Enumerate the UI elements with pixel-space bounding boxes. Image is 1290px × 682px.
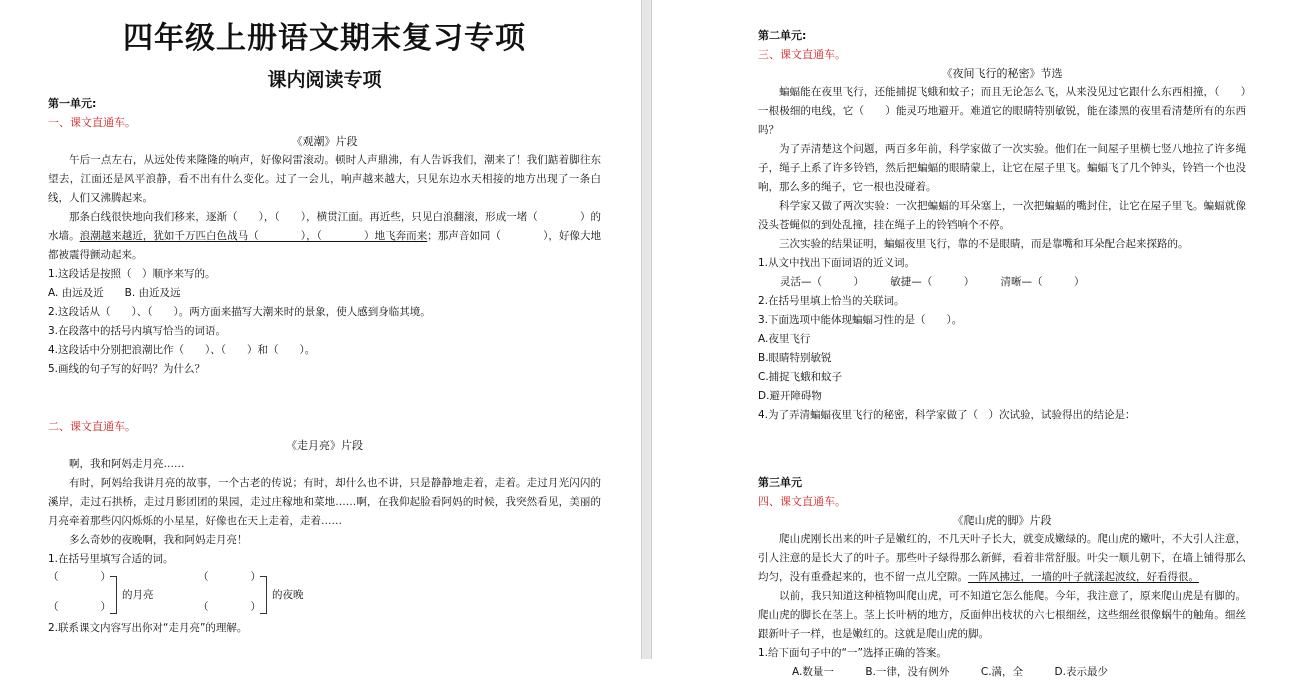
passage-paragraph: 啊，我和阿妈走月亮……: [69, 458, 185, 470]
question-options: A. 由远及近 B. 由近及远: [48, 287, 181, 299]
section-heading-2: 二、课文直通车。: [48, 420, 136, 433]
question: 3.下面选项中能体现蝙蝠习性的是（ ）。: [758, 314, 963, 326]
option: C.捕捉飞蛾和蚊子: [758, 371, 843, 383]
question: 5.画线的句子写的好吗？为什么？: [48, 363, 206, 375]
underlined-sentence: 一阵风拂过，一墙的叶子就漾起波纹，好看得很。: [968, 571, 1199, 583]
question: 2.联系课文内容写出你对“走月亮”的理解。: [48, 622, 248, 634]
brace-label: 的夜晚: [272, 589, 304, 601]
passage-paragraph: [758, 530, 1246, 587]
brace-icon: [260, 576, 267, 614]
paragraph-text: 那条白线很快地向我们移来，逐渐（ ），（ ），横贯江面。再近些，只见白浪翻滚，形成一堵（ ）的水墙。: [48, 211, 601, 242]
blank: （ ）: [48, 601, 111, 613]
passage-paragraph: 三次实验的结果证明，蝙蝠夜里飞行，靠的不是眼睛，而是靠嘴和耳朵配合起来探路的。: [779, 238, 1189, 250]
passage-paragraph: 有时，阿妈给我讲月亮的故事，一个古老的传说；有时，却什么也不讲，只是静静地走着，走着。走过月光闪闪的溪岸，走过石拱桥，走过月影团团的果园，走过庄稼地和菜地……啊，在我仰起脸看阿妈的时候，我突然看见，美丽的月亮牵着那些闪闪烁烁的小星星，好像也在天上走着，走着……: [48, 477, 601, 527]
blank: （ ）: [198, 601, 261, 613]
passage-title-zouyueliang: 《走月亮》片段: [286, 439, 363, 452]
option: A.夜里飞行: [758, 333, 811, 345]
question: 1.从文中找出下面词语的近义词。: [758, 257, 916, 269]
question: 2.在括号里填上恰当的关联词。: [758, 295, 905, 307]
question: 3.在段落中的括号内填写恰当的词语。: [48, 325, 227, 337]
document-title: 四年级上册语文期末复习专项: [123, 21, 526, 56]
unit-heading-1: 第一单元:: [48, 97, 97, 110]
passage-paragraph: 为了弄清楚这个问题，两百多年前，科学家做了一次实验。他们在一间屋子里横七竖八地拉了许多绳子，绳子上系了许多铃铛，然后把蝙蝠的眼睛蒙上，让它在屋子里飞。蝙蝠飞了几个钟头，铃铛一个也没响，那么多的绳子，它一根也没碰着。: [758, 143, 1246, 193]
question: 4.为了弄清蝙蝠夜里飞行的秘密，科学家做了（ ）次试验，试验得出的结论是：: [758, 409, 1136, 421]
passage-paragraph: 以前，我只知道这种植物叫爬山虎，可不知道它怎么能爬。今年，我注意了，原来爬山虎是有脚的。爬山虎的脚长在茎上。茎上长叶柄的地方，反面伸出枝状的六七根细丝，这些细丝很像蜗牛的触角。细丝跟新叶子一样，也是嫩红的。这就是爬山虎的脚。: [758, 590, 1246, 640]
passage-title-pashanhu: 《爬山虎的脚》片段: [952, 514, 1052, 527]
underlined-sentence: 浪潮越来越近，犹如千万匹白色战马（ ），（ ）地飞奔而来: [79, 230, 428, 242]
question: 2.这段话从（ ）、（ ）。两方面来描写大潮来时的景象，使人感到身临其境。: [48, 306, 431, 318]
unit-heading-3: 第三单元: [758, 476, 802, 489]
brace-icon: [110, 576, 117, 614]
section-heading-4: 四、课文直通车。: [758, 495, 846, 508]
document-subtitle: 课内阅读专项: [267, 69, 382, 91]
passage-paragraph: 蝙蝠能在夜里飞行，还能捕捉飞蛾和蚊子；而且无论怎么飞，从来没见过它跟什么东西相撞，（ ）一根极细的电线，它（ ）能灵巧地避开。难道它的眼睛特别敏锐，能在漆黑的夜里看清楚所有的东西吗？: [758, 86, 1246, 136]
question: 1.这段话是按照（ ）顺序来写的。: [48, 268, 216, 280]
option: D.避开障碍物: [758, 390, 822, 402]
page-right: [652, 0, 1290, 678]
section-heading-1: 一、课文直通车。: [48, 116, 136, 129]
question-options: A.数量一 B.一律，没有例外 C.满，全 D.表示最少: [792, 666, 1108, 678]
blank: （ ）: [198, 571, 261, 583]
page-separator: [641, 0, 652, 659]
unit-heading-2: 第二单元:: [758, 29, 807, 42]
passage-paragraph: 午后一点左右，从远处传来隆隆的响声，好像闷雷滚动。顿时人声鼎沸，有人告诉我们，潮来了！我们踮着脚往东望去，江面还是风平浪静，看不出有什么变化。过了一会儿，响声越来越大，只见东边水天相接的地方出现了一条白线，人们又沸腾起来。: [48, 154, 601, 204]
passage-title-yejian: 《夜间飞行的秘密》节选: [941, 67, 1063, 80]
passage-paragraph: 多么奇妙的夜晚啊，我和阿妈走月亮！: [69, 534, 248, 546]
question: 1.在括号里填写合适的词。: [48, 553, 174, 565]
passage-title-guanchao: 《观潮》片段: [291, 135, 358, 148]
option: B.眼睛特别敏锐: [758, 352, 832, 364]
brace-label: 的月亮: [122, 589, 154, 601]
section-heading-3: 三、课文直通车。: [758, 48, 846, 61]
question: 1.给下面句子中的“一”选择正确的答案。: [758, 647, 947, 659]
paragraph-text: 爬山虎刚长出来的叶子是嫩红的，不几天叶子长大，就变成嫩绿的。爬山虎的嫩叶，不大引人注意，引人注意的是长大了的叶子。那些叶子绿得那么新鲜，看着非常舒服。叶尖一顺儿朝下，在墙上铺得那么均匀，没有重叠起来的，也不留一点儿空隙。: [758, 533, 1246, 583]
fill-in-brace-group: [48, 569, 601, 619]
blank: （ ）: [48, 571, 111, 583]
passage-paragraph: [48, 208, 601, 265]
synonym-blanks: 灵活—（ ） 敏捷—（ ） 清晰—（ ）: [780, 276, 1085, 288]
question: 4.这段话中分别把浪潮比作（ ）、（ ）和（ ）。: [48, 344, 316, 356]
passage-paragraph: 科学家又做了两次实验：一次把蝙蝠的耳朵塞上，一次把蝙蝠的嘴封住，让它在屋子里飞。蝙蝠就像没头苍蝇似的到处乱撞，挂在绳子上的铃铛响个不停。: [758, 200, 1246, 231]
paragraph-text: ；那声音如同（ ），好像大地都被震得颤动起来。: [48, 230, 602, 261]
page-left: [0, 0, 641, 659]
